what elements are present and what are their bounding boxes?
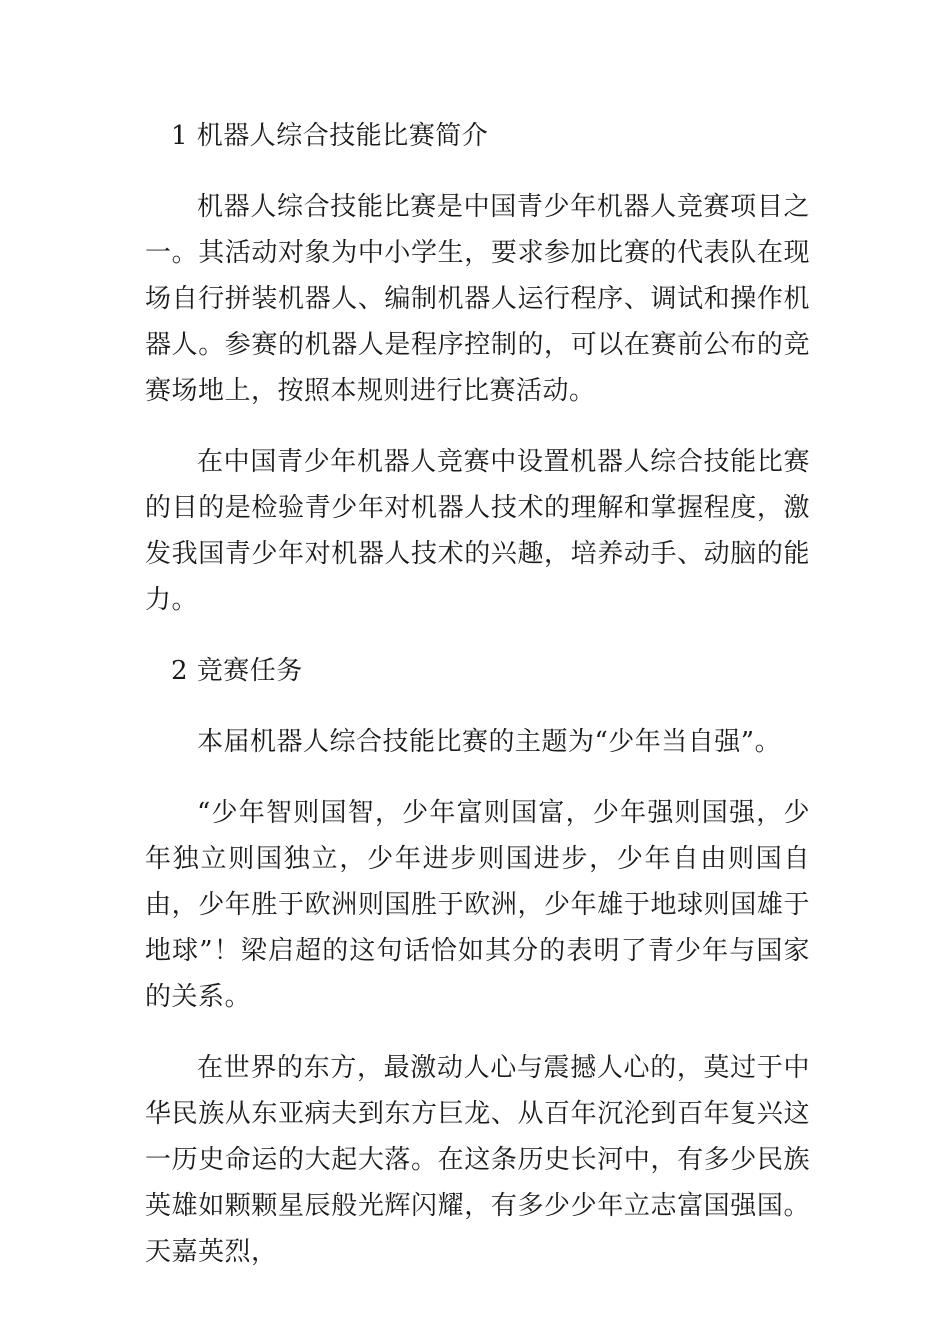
document-body xyxy=(145,113,810,1275)
paragraph-intro-2: 在中国青少年机器人竞赛中设置机器人综合技能比赛的目的是检验青少年对机器人技术的理解和掌握程度，激发我国青少年对机器人技术的兴趣，培养动手、动脑的能力。 xyxy=(145,447,810,615)
paragraph-intro-1: 机器人综合技能比赛是中国青少年机器人竞赛项目之一。其活动对象为中小学生，要求参加比赛的代表队在现场自行拼装机器人、编制机器人运行程序、调试和操作机器人。参赛的机器人是程序控制的，可以在赛前公布的竞赛场地上，按照本规则进行比赛活动。 xyxy=(145,192,810,406)
section-heading-intro: 1 机器人综合技能比赛简介 xyxy=(171,121,489,151)
paragraph-history: 在世界的东方，最激动人心与震撼人心的，莫过于中华民族从东亚病夫到东方巨龙、从百年沉沦到百年复兴这一历史命运的大起大落。在这条历史长河中，有多少民族英雄如颗颗星辰般光辉闪耀，有多少少年立志富国强国。天嘉英烈， xyxy=(145,1053,810,1267)
section-heading-tasks: 2 竞赛任务 xyxy=(171,656,303,686)
paragraph-theme: 本届机器人综合技能比赛的主题为“少年当自强”。 xyxy=(197,727,782,757)
paragraph-quote: “少年智则国智，少年富则国富，少年强则国强，少年独立则国独立，少年进步则国进步，少年自由则国自由，少年胜于欧洲则国胜于欧洲，少年雄于地球则国雄于地球”！梁启超的这句话恰如其分的表明了青少年与国家的关系。 xyxy=(145,798,810,1012)
